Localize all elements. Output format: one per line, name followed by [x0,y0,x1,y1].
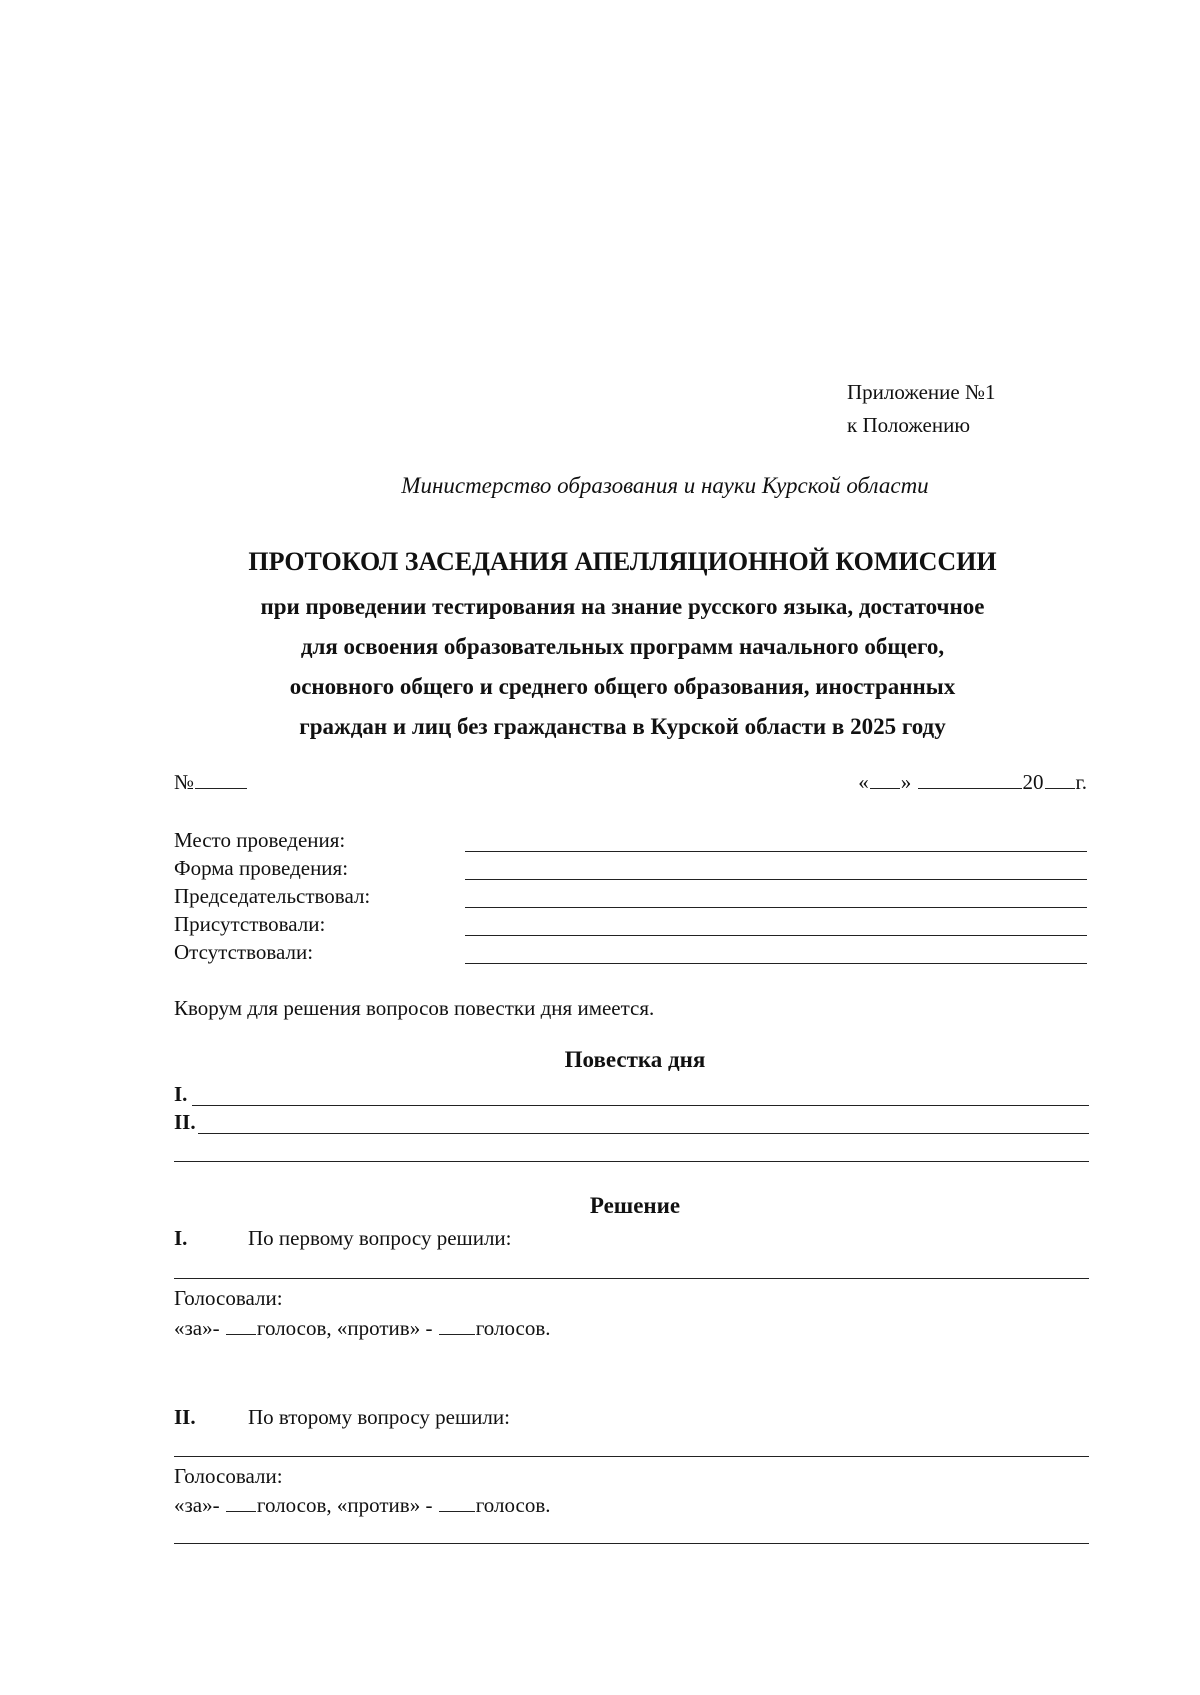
q1-votes-for-label: «за»- [174,1316,220,1340]
field-label-format: Форма проведения: [174,856,349,880]
q1-votes-end: голосов. [475,1316,551,1340]
field-line-absent[interactable] [465,963,1087,964]
q2-votes-for-label: «за»- [174,1493,220,1517]
date-month-blank[interactable] [918,787,1022,789]
protocol-date [858,770,1087,795]
q1-votes-mid: голосов, «против» - [256,1316,433,1340]
date-year-blank[interactable] [1045,787,1075,789]
date-close-quote: » [900,770,912,794]
q1-votes-for-blank[interactable] [226,1333,256,1335]
field-label-chair: Председательствовал: [174,884,371,908]
decision-q2-votes [174,1493,551,1518]
quorum-statement: Кворум для решения вопросов повестки дня имеется. [174,996,655,1020]
agenda-item-2-number: II. [174,1110,196,1134]
subtitle-line-1: при проведении тестирования на знание русского языка, достаточное [260,594,985,619]
protocol-number [174,770,248,795]
date-open-quote: « [858,770,869,794]
decision-q1-number: I. [174,1226,188,1250]
decision-q1-line[interactable] [174,1278,1089,1279]
date-year-suffix: г. [1075,770,1087,794]
subtitle-line-4: граждан и лиц без гражданства в Курской области в 2025 году [299,714,946,739]
decision-q2-voted: Голосовали: [174,1464,283,1488]
field-label-venue: Место проведения: [174,828,346,852]
date-day-blank[interactable] [870,787,900,789]
decision-heading: Решение [589,1193,681,1218]
decision-q2-number: II. [174,1405,196,1429]
decision-q1-text: По первому вопросу решили: [248,1226,512,1250]
decision-q2-text: По второму вопросу решили: [248,1405,510,1429]
q2-votes-against-blank[interactable] [439,1510,475,1512]
appendix-note [847,376,996,442]
field-line-chair[interactable] [465,907,1087,908]
number-blank[interactable] [195,787,247,789]
field-label-present: Присутствовали: [174,912,326,936]
decision-q2-line[interactable] [174,1456,1089,1457]
appendix-line-1: Приложение №1 [847,380,996,404]
q1-votes-against-blank[interactable] [439,1333,475,1335]
agenda-item-2-line[interactable] [198,1133,1089,1134]
agenda-item-1-line[interactable] [192,1105,1089,1106]
q2-votes-end: голосов. [475,1493,551,1517]
decision-q1-votes [174,1316,551,1341]
date-year-prefix: 20 [1022,770,1044,794]
decision-q2-bottom-line[interactable] [174,1543,1089,1544]
field-line-present[interactable] [465,935,1087,936]
subtitle-line-2: для освоения образовательных программ начального общего, [300,634,945,659]
subtitle-line-3: основного общего и среднего общего образования, иностранных [289,674,956,699]
field-label-absent: Отсутствовали: [174,940,314,964]
decision-q1-voted: Голосовали: [174,1286,283,1310]
field-line-format[interactable] [465,879,1087,880]
ministry-name: Министерство образования и науки Курской области [401,473,929,498]
q2-votes-mid: голосов, «против» - [256,1493,433,1517]
number-label: № [174,770,195,794]
agenda-heading: Повестка дня [564,1047,706,1072]
agenda-item-1-number: I. [174,1082,188,1106]
appendix-line-2: к Положению [847,413,971,437]
document-subtitle [0,587,1200,747]
agenda-extra-line[interactable] [174,1161,1089,1162]
q2-votes-for-blank[interactable] [226,1510,256,1512]
field-line-venue[interactable] [465,851,1087,852]
document-title: ПРОТОКОЛ ЗАСЕДАНИЯ АПЕЛЛЯЦИОННОЙ КОМИССИИ [248,547,997,576]
